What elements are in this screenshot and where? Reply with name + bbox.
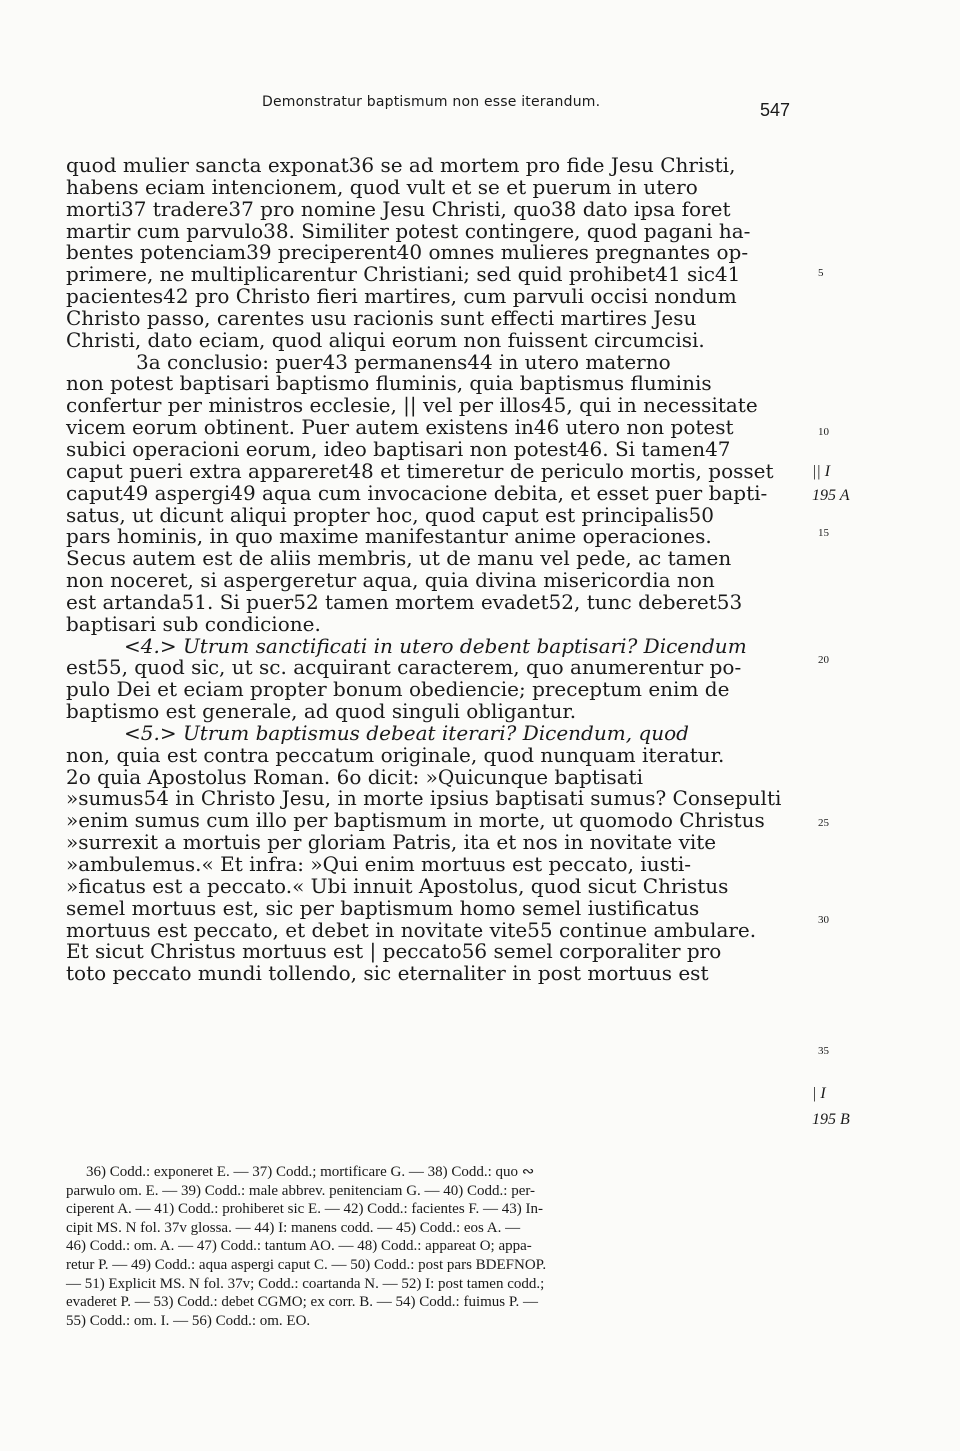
margin-note: 195 B (812, 1111, 850, 1128)
text-line: vicem eorum obtinent. Puer autem existens in46 utero non potest (66, 415, 734, 440)
text-line: primere, ne multiplicarentur Christiani; sed quid prohibet41 sic41 (66, 262, 741, 287)
text-line: pacientes42 pro Christo fieri martires, cum parvuli occisi nondum (66, 284, 737, 309)
footnote-line: cipit MS. N fol. 37v glossa. — 44) I: manens codd. — 45) Codd.: eos A. — (66, 1219, 521, 1236)
footnote-line: — 51) Explicit MS. N fol. 37v; Codd.: coartanda N. — 52) I: post tamen codd.; (66, 1275, 545, 1292)
main-text (66, 155, 802, 985)
line-number: 35 (818, 1045, 829, 1057)
text-line: Secus autem est de aliis membris, ut de manu vel pede, ac tamen (66, 546, 732, 571)
line-number: 25 (818, 817, 829, 829)
text-line: »ambulemus.« Et infra: »Qui enim mortuus est peccato, iusti- (66, 852, 692, 876)
text-line: habens eciam intencionem, quod vult et se et puerum in utero (66, 174, 698, 199)
text-line: mortuus est peccato, et debet in novitate vite55 continue ambulare. (66, 917, 757, 942)
footnote-line: 46) Codd.: om. A. — 47) Codd.: tantum AO. — 48) Codd.: appareat O; appa- (66, 1238, 532, 1255)
text-line: »enim sumus cum illo per baptismum in morte, ut quomodo Christus (66, 808, 765, 833)
text-line: est55, quod sic, ut sc. acquirant caracterem, quo anumerentur po- (66, 655, 742, 680)
line-number: 10 (818, 426, 829, 438)
text-line: pulo Dei et eciam propter bonum obediencie; preceptum enim de (66, 677, 730, 702)
text-line: subici operacioni eorum, ideo baptisari non potest46. Si tamen47 (66, 436, 731, 461)
page-number: 547 (760, 100, 791, 120)
text-line: non noceret, si aspergeretur aqua, quia divina misericordia non (66, 568, 715, 593)
text-line: est artanda51. Si puer52 tamen mortem evadet52, tunc deberet53 (66, 589, 743, 614)
text-line: semel mortuus est, sic per baptismum homo semel iustificatus (66, 895, 700, 920)
text-line: caput49 aspergi49 aqua cum invocacione debita, et esset puer bapti- (66, 480, 768, 505)
text-line: baptisari sub condicione. (66, 611, 321, 636)
text-line: »ficatus est a peccato.« Ubi innuit Apostolus, quod sicut Christus (66, 873, 729, 898)
line-number: 5 (818, 267, 824, 279)
line-number: 15 (818, 527, 829, 539)
text-line: Christo passo, carentes usu racionis sunt effecti martires Jesu (66, 305, 697, 330)
footnotes (66, 1163, 802, 1330)
margin-note: | I (812, 1085, 826, 1102)
text-line: toto peccato mundi tollendo, sic eternaliter in post mortuus est (66, 961, 709, 986)
footnote-line: retur P. — 49) Codd.: aqua aspergi caput C. — 50) Codd.: post pars BDEFNOP. (66, 1256, 547, 1273)
margin-note: 195 A (812, 487, 850, 504)
text-line: confertur per ministros ecclesie, || vel per illos45, qui in necessitate (66, 393, 758, 418)
text-line: »sumus54 in Christo Jesu, in morte ipsius baptisati sumus? Consepulti (66, 786, 782, 811)
text-line: bentes potenciam39 preciperent40 omnes mulieres pregnantes op- (66, 240, 749, 265)
footnote-line: 36) Codd.: exponeret E. — 37) Codd.; mortificare G. — 38) Codd.: quo ∾ (86, 1164, 535, 1180)
footnote-line: ciperent A. — 41) Codd.: prohiberet sic E. — 42) Codd.: facientes F. — 43) In- (66, 1201, 544, 1218)
running-header: Demonstratur baptismum non esse iterandum. (262, 94, 601, 110)
footnote-line: parwulo om. E. — 39) Codd.: male abbrev. penitenciam G. — 40) Codd.: per- (66, 1182, 536, 1199)
text-line: <4.> Utrum sanctificati in utero debent baptisari? Dicendum (124, 633, 747, 658)
line-number: 20 (818, 654, 829, 666)
text-line: morti37 tradere37 pro nomine Jesu Christi, quo38 dato ipsa foret (66, 196, 731, 221)
text-line: 2o quia Apostolus Roman. 6o dicit: »Quicunque baptisati (66, 764, 643, 789)
footnote-line: 55) Codd.: om. I. — 56) Codd.: om. EO. (66, 1312, 311, 1329)
text-line: baptismo est generale, ad quod singuli obligantur. (66, 699, 577, 724)
line-number: 30 (818, 914, 829, 926)
text-line: satus, ut dicunt aliqui propter hoc, quod caput est principalis50 (66, 502, 714, 527)
text-line: pars hominis, in quo maxime manifestantur anime operaciones. (66, 524, 712, 549)
text-line: quod mulier sancta exponat36 se ad mortem pro fide Jesu Christi, (66, 153, 736, 177)
text-line: martir cum parvulo38. Similiter potest contingere, quod pagani ha- (66, 218, 751, 243)
text-line: »surrexit a mortuis per gloriam Patris, ita et nos in novitate vite (66, 830, 717, 855)
text-line: Et sicut Christus mortuus est | peccato56 semel corporaliter pro (66, 939, 722, 964)
text-line: caput pueri extra appareret48 et timeretur de periculo mortis, posset (66, 458, 774, 483)
margin-note: || I (812, 463, 831, 480)
text-line: non, quia est contra peccatum originale, quod nunquam iteratur. (66, 742, 725, 767)
text-line: Christi, dato eciam, quod aliqui eorum non fuissent circumcisi. (66, 327, 705, 352)
text-line: <5.> Utrum baptismus debeat iterari? Dicendum, quod (124, 720, 689, 745)
text-line: non potest baptisari baptismo fluminis, quia baptismus fluminis (66, 371, 712, 396)
text-line: 3a conclusio: puer43 permanens44 in utero materno (136, 349, 671, 374)
footnote-line: evaderet P. — 53) Codd.: debet CGMO; ex corr. B. — 54) Codd.: fuimus P. — (66, 1294, 539, 1311)
